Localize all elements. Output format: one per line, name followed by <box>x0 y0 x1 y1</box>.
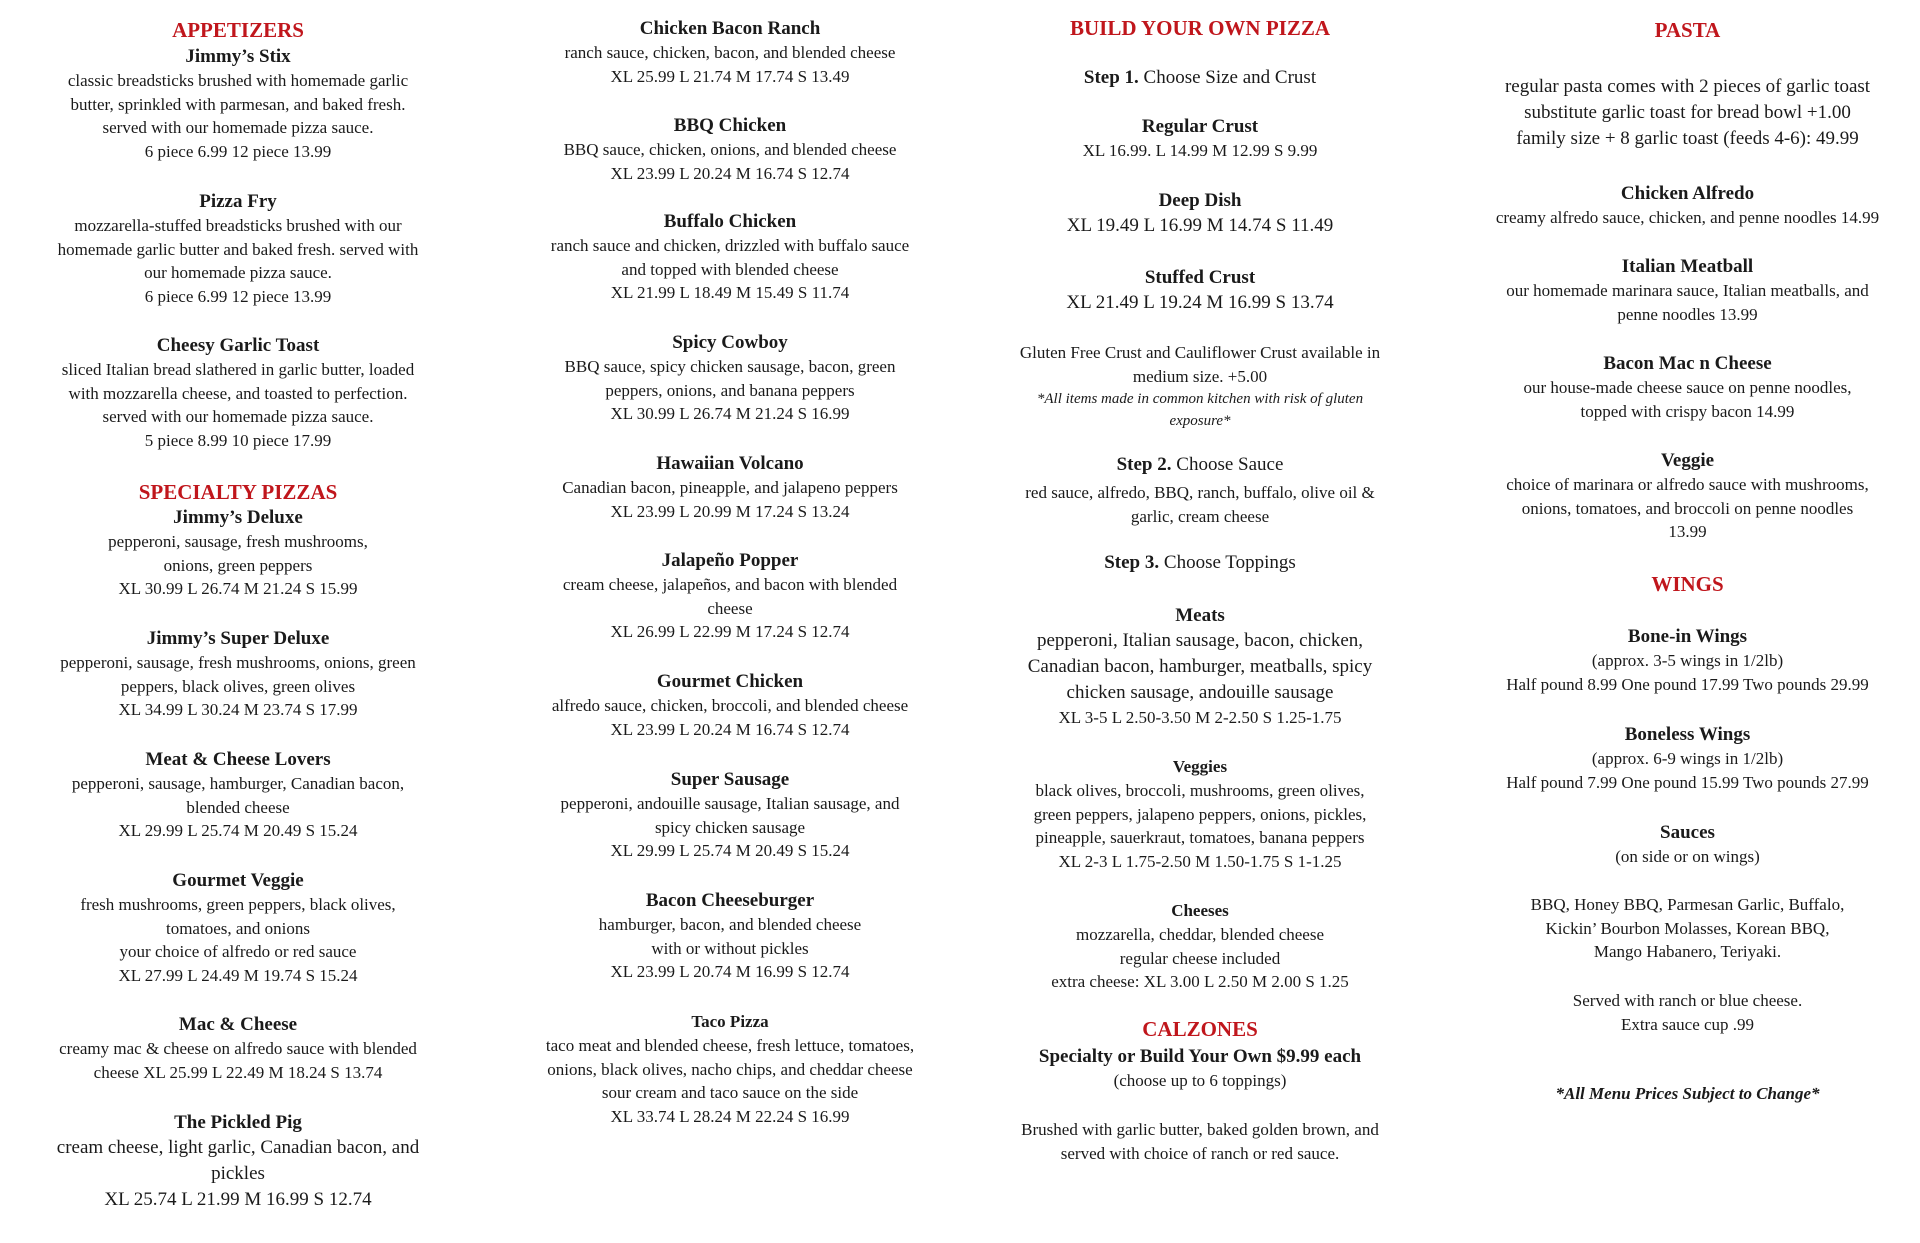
item-desc: onions, black olives, nacho chips, and cheddar cheese <box>547 1059 913 1079</box>
topping-list: black olives, broccoli, mushrooms, green olives, <box>1035 781 1365 800</box>
item-price: XL 23.99 L 20.74 M 16.99 S 12.74 <box>610 962 850 982</box>
sauce-options <box>975 481 1425 528</box>
menu-item <box>1465 722 1910 794</box>
item-desc: cheese XL 25.99 L 22.49 M 18.24 S 13.74 <box>93 1062 383 1082</box>
menu-item <box>18 44 458 164</box>
sauce-line: Mango Habanero, Teriyaki. <box>1593 942 1782 962</box>
item-desc: served with our homemade pizza sauce. <box>102 118 374 138</box>
menu-item <box>1465 181 1910 230</box>
item-name: Spicy Cowboy <box>672 332 788 353</box>
appetizers-heading: APPETIZERS <box>172 18 304 42</box>
sauce-line: Kickin’ Bourbon Molasses, Korean BBQ, <box>1545 918 1830 938</box>
item-desc: sour cream and taco sauce on the side <box>601 1083 859 1103</box>
item-name: Hawaiian Volcano <box>656 453 804 474</box>
item-desc: peppers, black olives, green olives <box>120 676 356 696</box>
item-name: Cheesy Garlic Toast <box>156 335 320 356</box>
item-name: Mac & Cheese <box>178 1014 298 1035</box>
item-desc: ranch sauce and chicken, drizzled with buffalo sauce <box>550 236 910 255</box>
wings-heading: WINGS <box>1651 572 1724 596</box>
item-name: Bone-in Wings <box>1627 626 1748 647</box>
calzone-desc: Brushed with garlic butter, baked golden brown, and <box>1021 1120 1379 1139</box>
item-price: XL 34.99 L 30.24 M 23.74 S 17.99 <box>118 700 358 720</box>
item-desc: pepperoni, andouille sausage, Italian sausage, and <box>560 794 900 813</box>
calzone-info <box>975 1044 1425 1093</box>
item-name: Jimmy’s Deluxe <box>173 507 303 528</box>
item-desc: alfredo sauce, chicken, broccoli, and blended cheese <box>551 696 909 715</box>
price-disclaimer: *All Menu Prices Subject to Change* <box>1555 1084 1820 1103</box>
item-name: The Pickled Pig <box>174 1112 302 1133</box>
sauce-line: BBQ, Honey BBQ, Parmesan Garlic, Buffalo, <box>1530 895 1845 914</box>
crust-option <box>975 265 1425 316</box>
topping-list: Canadian bacon, hamburger, meatballs, spicy <box>1027 656 1373 677</box>
item-desc: pepperoni, sausage, fresh mushrooms, <box>108 532 368 551</box>
topping-category: Cheeses <box>1171 901 1229 920</box>
item-name: Meat & Cheese Lovers <box>145 749 331 770</box>
item-desc: homemade garlic butter and baked fresh. served with <box>57 239 419 259</box>
item-desc: hamburger, bacon, and blended cheese <box>598 915 862 934</box>
item-desc: onions, tomatoes, and broccoli on penne noodles <box>1521 498 1854 518</box>
topping-list: chicken sausage, andouille sausage <box>1066 682 1334 703</box>
item-name: Jalapeño Popper <box>661 550 799 571</box>
item-price: XL 33.74 L 28.24 M 22.24 S 16.99 <box>610 1107 850 1127</box>
calzone-subtitle: Specialty or Build Your Own $9.99 each <box>1038 1046 1362 1067</box>
served-line: Extra sauce cup .99 <box>1620 1014 1755 1034</box>
item-name: Bacon Mac n Cheese <box>1603 353 1772 374</box>
item-price: XL 23.99 L 20.99 M 17.24 S 13.24 <box>610 501 850 521</box>
item-name: Boneless Wings <box>1624 724 1751 745</box>
item-desc: onions, green peppers <box>163 555 313 575</box>
menu-item <box>18 333 458 453</box>
item-name: Gourmet Veggie <box>172 870 304 891</box>
menu-item <box>505 767 955 863</box>
item-desc: sliced Italian bread slathered in garlic butter, loaded <box>61 360 415 379</box>
item-desc: our homemade marinara sauce, Italian meatballs, and <box>1506 281 1869 300</box>
menu-item <box>505 451 955 523</box>
toppings-meats <box>975 603 1425 730</box>
item-desc: creamy alfredo sauce, chicken, and penne noodles 14.99 <box>1495 208 1880 227</box>
item-desc: butter, sprinkled with parmesan, and baked fresh. <box>70 94 406 114</box>
pasta-intro <box>1465 74 1910 152</box>
item-price: XL 26.99 L 22.99 M 17.24 S 12.74 <box>610 622 850 642</box>
menu-item <box>505 1009 955 1129</box>
toppings-veggies <box>975 754 1425 874</box>
topping-list: pineapple, sauerkraut, tomatoes, banana peppers <box>1035 828 1365 848</box>
specialty-heading: SPECIALTY PIZZAS <box>138 480 338 504</box>
menu-item <box>1465 820 1910 869</box>
item-name: Jimmy’s Stix <box>185 46 291 67</box>
item-desc: tomatoes, and onions <box>165 918 310 938</box>
menu-item <box>18 1012 458 1084</box>
item-desc: our homemade pizza sauce. <box>144 263 332 283</box>
topping-list: mozzarella, cheddar, blended cheese <box>1075 925 1325 944</box>
step-label: Step 1. <box>1083 67 1139 88</box>
menu-item <box>505 548 955 644</box>
item-desc: cream cheese, jalapeños, and bacon with blended <box>562 575 898 594</box>
topping-list: regular cheese included <box>1119 948 1281 968</box>
crust-name: Stuffed Crust <box>1144 267 1256 288</box>
topping-list: pepperoni, Italian sausage, bacon, chicken, <box>1036 630 1364 651</box>
item-name: Chicken Alfredo <box>1620 183 1755 204</box>
menu-item <box>18 626 458 722</box>
topping-price: XL 3-5 L 2.50-3.50 M 2-2.50 S 1.25-1.75 <box>1058 708 1342 727</box>
item-price: XL 25.99 L 21.74 M 17.74 S 13.49 <box>610 66 850 86</box>
sauce-list: garlic, cream cheese <box>1130 506 1270 526</box>
item-price: Half pound 7.99 One pound 15.99 Two pounds 27.99 <box>1506 772 1869 792</box>
step-label: Step 3. <box>1104 552 1160 573</box>
gluten-note: *All items made in common kitchen with risk of gluten <box>1036 391 1364 408</box>
item-price: 5 piece 8.99 10 piece 17.99 <box>144 431 332 451</box>
crust-price: XL 19.49 L 16.99 M 14.74 S 11.49 <box>1066 215 1334 236</box>
pasta-heading: PASTA <box>1654 18 1721 42</box>
menu-item <box>505 209 955 305</box>
item-price: XL 23.99 L 20.24 M 16.74 S 12.74 <box>610 719 850 739</box>
crust-name: Regular Crust <box>1141 116 1259 137</box>
item-desc: and topped with blended cheese <box>621 259 839 279</box>
calzone-note: (choose up to 6 toppings) <box>1113 1071 1287 1090</box>
topping-price: XL 2-3 L 1.75-2.50 M 1.50-1.75 S 1-1.25 <box>1058 852 1342 872</box>
item-desc: classic breadsticks brushed with homemade garlic <box>67 71 409 90</box>
step-2 <box>975 452 1425 478</box>
item-desc: creamy mac & cheese on alfredo sauce with blended <box>59 1039 417 1058</box>
step-text: Choose Sauce <box>1176 454 1284 475</box>
item-desc: blended cheese <box>186 797 290 817</box>
pasta-intro-line: substitute garlic toast for bread bowl +1.00 <box>1524 102 1851 123</box>
item-desc: (approx. 6-9 wings in 1/2lb) <box>1591 749 1784 768</box>
item-desc: peppers, onions, and banana peppers <box>605 380 855 400</box>
item-desc: served with our homemade pizza sauce. <box>102 407 374 427</box>
item-desc: pepperoni, sausage, hamburger, Canadian bacon, <box>71 774 405 793</box>
menu-item <box>505 669 955 741</box>
toppings-cheeses <box>975 898 1425 994</box>
gluten-free-info <box>975 341 1425 432</box>
wing-sauce-list <box>1465 893 1910 964</box>
pasta-intro-line: family size + 8 garlic toast (feeds 4-6): 49.99 <box>1516 128 1859 149</box>
item-name: Pizza Fry <box>199 191 277 212</box>
item-price: XL 25.74 L 21.99 M 16.99 S 12.74 <box>104 1189 372 1210</box>
item-desc: cheese <box>707 598 753 618</box>
gluten-free-text: medium size. +5.00 <box>1132 366 1268 386</box>
item-desc: Canadian bacon, pineapple, and jalapeno peppers <box>562 478 898 497</box>
item-price: XL 29.99 L 25.74 M 20.49 S 15.24 <box>118 821 358 841</box>
item-desc: with or without pickles <box>651 938 809 958</box>
item-name: BBQ Chicken <box>673 115 787 136</box>
item-desc: ranch sauce, chicken, bacon, and blended cheese <box>564 43 896 62</box>
step-text: Choose Size and Crust <box>1143 67 1317 88</box>
crust-name: Deep Dish <box>1158 190 1242 211</box>
item-price: XL 21.99 L 18.49 M 15.49 S 11.74 <box>610 283 850 303</box>
served-line: Served with ranch or blue cheese. <box>1572 991 1803 1010</box>
wings-served-with <box>1465 989 1910 1036</box>
item-desc: mozzarella-stuffed breadsticks brushed with our <box>74 216 402 235</box>
topping-category: Veggies <box>1172 757 1228 776</box>
menu-item <box>1465 624 1910 696</box>
crust-price: XL 21.49 L 19.24 M 16.99 S 13.74 <box>1066 292 1334 313</box>
calzone-desc: served with choice of ranch or red sauce. <box>1060 1143 1340 1163</box>
crust-price: XL 16.99. L 14.99 M 12.99 S 9.99 <box>1082 141 1318 160</box>
item-desc: spicy chicken sausage <box>654 817 806 837</box>
item-price: XL 30.99 L 26.74 M 21.24 S 16.99 <box>610 404 850 424</box>
item-name: Gourmet Chicken <box>656 671 804 692</box>
pasta-intro-line: regular pasta comes with 2 pieces of garlic toast <box>1504 76 1871 97</box>
menu-item <box>18 868 458 988</box>
item-name: Bacon Cheeseburger <box>645 890 815 911</box>
gluten-free-text: Gluten Free Crust and Cauliflower Crust available in <box>1019 343 1381 362</box>
menu-item <box>18 1110 458 1213</box>
item-desc: 13.99 <box>1668 522 1707 542</box>
item-price: 6 piece 6.99 12 piece 13.99 <box>144 287 332 307</box>
menu-item <box>505 16 955 88</box>
crust-option <box>975 114 1425 163</box>
item-desc: (approx. 3-5 wings in 1/2lb) <box>1591 651 1784 670</box>
topping-price: extra cheese: XL 3.00 L 2.50 M 2.00 S 1.25 <box>1051 972 1349 992</box>
item-desc: your choice of alfredo or red sauce <box>119 942 357 962</box>
menu-item <box>1465 448 1910 544</box>
item-desc: BBQ sauce, chicken, onions, and blended cheese <box>563 140 897 159</box>
item-desc: with mozzarella cheese, and toasted to perfection. <box>68 383 408 403</box>
crust-option <box>975 188 1425 239</box>
calzones-heading: CALZONES <box>1142 1017 1258 1041</box>
calzone-description <box>975 1118 1425 1165</box>
item-name: Italian Meatball <box>1621 256 1754 277</box>
step-text: Choose Toppings <box>1163 552 1296 573</box>
menu-item <box>505 113 955 185</box>
item-desc: penne noodles 13.99 <box>1617 304 1758 324</box>
sauce-list: red sauce, alfredo, BBQ, ranch, buffalo, olive oil & <box>1025 483 1375 502</box>
item-desc: fresh mushrooms, green peppers, black olives, <box>80 895 396 914</box>
gluten-note: exposure* <box>1169 413 1231 430</box>
item-desc: (on side or on wings) <box>1615 847 1760 866</box>
item-name: Buffalo Chicken <box>663 211 797 232</box>
item-price: XL 30.99 L 26.74 M 21.24 S 15.99 <box>118 579 358 599</box>
item-desc: taco meat and blended cheese, fresh lettuce, tomatoes, <box>545 1036 915 1055</box>
item-name: Veggie <box>1660 450 1715 471</box>
item-desc: pepperoni, sausage, fresh mushrooms, onions, green <box>60 653 416 672</box>
menu-item <box>505 330 955 426</box>
menu-item <box>18 747 458 843</box>
menu-item <box>505 888 955 984</box>
item-price: Half pound 8.99 One pound 17.99 Two pounds 29.99 <box>1506 674 1869 694</box>
item-desc: choice of marinara or alfredo sauce with mushrooms, <box>1506 475 1869 494</box>
step-1 <box>975 65 1425 91</box>
topping-list: green peppers, jalapeno peppers, onions, pickles, <box>1033 804 1367 824</box>
item-price: XL 23.99 L 20.24 M 16.74 S 12.74 <box>610 163 850 183</box>
item-name: Jimmy’s Super Deluxe <box>146 628 330 649</box>
item-desc: BBQ sauce, spicy chicken sausage, bacon, green <box>564 357 896 376</box>
byo-heading: BUILD YOUR OWN PIZZA <box>1070 16 1330 40</box>
item-name: Sauces <box>1660 822 1715 843</box>
item-price: XL 29.99 L 25.74 M 20.49 S 15.24 <box>610 841 850 861</box>
item-price: XL 27.99 L 24.49 M 19.74 S 15.24 <box>118 966 358 986</box>
item-desc: our house-made cheese sauce on penne noodles, <box>1523 378 1852 397</box>
item-name: Taco Pizza <box>691 1012 769 1031</box>
item-desc: pickles <box>211 1163 265 1184</box>
menu-item <box>1465 351 1910 423</box>
step-3 <box>975 550 1425 576</box>
item-price: 6 piece 6.99 12 piece 13.99 <box>144 142 332 162</box>
menu-item <box>18 189 458 309</box>
item-name: Chicken Bacon Ranch <box>639 18 821 39</box>
item-desc: cream cheese, light garlic, Canadian bacon, and <box>56 1137 420 1158</box>
topping-category: Meats <box>1175 605 1225 626</box>
item-desc: topped with crispy bacon 14.99 <box>1580 401 1795 421</box>
menu-item <box>1465 254 1910 326</box>
item-name: Super Sausage <box>670 769 790 790</box>
step-label: Step 2. <box>1116 454 1172 475</box>
menu-item <box>18 505 458 601</box>
